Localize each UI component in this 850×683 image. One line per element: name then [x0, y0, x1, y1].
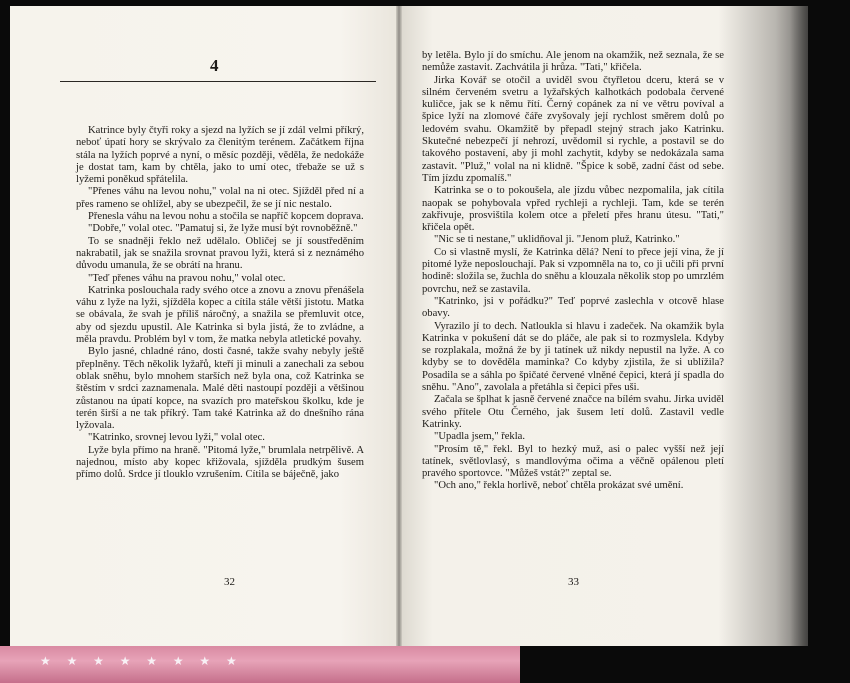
- paragraph: Katrinka poslouchala rady svého otce a znovu a znovu přenášela váhu z lyže na lyži, sjížděla kopec a cítila stále větší jistotu. Matka se obávala, že svah je příliš náročný, a snažila se přemluvit otce, aby od sjezdu upustil. Ale Katrinka si byla jistá, že to zvládne, a měla pravdu. Problém byl v tom, že matka nebyla atletické povahy.: [76, 284, 364, 346]
- paragraph: "Teď přenes váhu na pravou nohu," volal otec.: [88, 272, 286, 284]
- paragraph: Začala se šplhat k jasně červené značce na bílém svahu. Jirka uviděl svého přítele Otu Černého, jak šusem letí dolů. Zastavil vedle Katrinky.: [422, 394, 724, 430]
- right-page-text: [422, 50, 724, 493]
- paragraph: Co si vlastně myslí, že Katrinka dělá? Není to přece její vina, že jí pitomé lyže neposlouchají. Pak si vzpomněla na to, co ji učili při první hodině: složila se, žuchla do sněhu a klouzala několik stop po umrzlém povrchu, než se zastavila.: [422, 246, 724, 295]
- page-number-right: 33: [568, 576, 579, 588]
- paragraph: Katrince byly čtyři roky a sjezd na lyžích se jí zdál velmi příkrý, neboť úpatí hory se skrývalo za členitým terénem. Začátkem října stála na lyžích poprvé a nyní, o měsíc později, věděla, že nedokáže je dostat tam, kam by chtěla, jako to umí otec, třebaže se už s lyžemi poněkud spřátelila.: [76, 125, 364, 186]
- paragraph: Lyže byla přímo na hraně. "Pitomá lyže," brumlala netrpělivě. A najednou, místo aby kopec křižovala, sjížděla prudkým šusem přímo dolů. Srdce jí tlouklo vzrušením. Cítila se báječně, jako: [76, 444, 364, 481]
- paragraph: "Nic se ti nestane," uklidňoval ji. "Jenom pluž, Katrinko.": [434, 234, 680, 246]
- paragraph: "Upadla jsem," řekla.: [434, 431, 526, 443]
- paragraph: To se snadněji řeklo než udělalo. Obličej se jí soustředěním nakrabatil, jak se snažila srovnat pravou lyži, která si z neznámého důvodu umanula, že se obrátí na hranu.: [76, 235, 364, 272]
- paragraph: by letěla. Bylo jí do smíchu. Ale jenom na okamžik, než seznala, že se nemůže zastavit. Zachvátila ji hrůza. "Tati," křičela.: [422, 50, 724, 74]
- paragraph: Jirka Kovář se otočil a uviděl svou čtyřletou dceru, která se v silném červeném svetru a lyžařských kalhotkách podobala červené kuličce, jak se k němu řítí. Černý copánek za ní ve větru povíval a špice lyží na zlomové čáře zvyšovaly její rychlost směrem dolů po ledovém svahu. Okamžitě by přepadl stejný strach jako Katrinku. Skutečné nebezpečí jí nehrozí, uvědomil si rychle, a postavil se do takového postavení, aby ji mohl zachytit, kdyby se nedokázala sama zastavit. "Pluž," volal na ni klidně. "Špice k sobě, zadní část od sebe. Tím jízdu zpomalíš.": [422, 74, 724, 184]
- page-edge-shadow: [790, 0, 850, 683]
- book-gutter: [396, 6, 402, 646]
- cover-stars-decoration: ★ ★ ★ ★ ★ ★ ★ ★: [40, 654, 243, 668]
- book-cover-strip: [0, 646, 520, 683]
- paragraph: Vyrazilo jí to dech. Natloukla si hlavu i zadeček. Na okamžik byla Katrinka v pokušení dát se do pláče, ale pak si to rozmyslela. Kdyby se rozplakala, možná že by ji tatínek už nikdy nepustil na lyže. A co kdyby se to dověděla maminka? Co kdyby zjistila, že si ublížila? Posadila se a sáhla po špičaté červené vlněné čepici, která jí spadla do sněhu. "Ano", zavolala a přetáhla si čepici přes uši.: [422, 320, 724, 394]
- paragraph: Katrinka se o to pokoušela, ale jízdu vůbec nezpomalila, jak cítila naopak se pohybovala vpřed rychleji a rychleji. Tam, kde se terén zakřivuje, prosvištila kolem otce a přeletí přes hranu útesu. "Tati," křičela opět.: [422, 185, 724, 234]
- paragraph: "Katrinko, jsi v pořádku?" Teď poprvé zaslechla v otcově hlase obavy.: [422, 295, 724, 320]
- paragraph: "Katrinko, srovnej levou lyži," volal otec.: [88, 432, 265, 444]
- paragraph: Přenesla váhu na levou nohu a stočila se napříč kopcem doprava.: [88, 211, 364, 223]
- page-number-left: 32: [224, 576, 235, 588]
- paragraph: "Dobře," volal otec. "Pamatuj si, že lyže musí být rovnoběžně.": [88, 223, 358, 235]
- paragraph: Bylo jasné, chladné ráno, dosti časné, takže svahy nebyly ještě přeplněny. Těch několik lyžařů, kteří ji minuli a zanechali za sebou oblak sněhu, bylo mnohem starších než byla ona, což Katrinka se štěstím v srdci zaznamenala. Malé děti nastoupí později a většinou zůstanou na úpatí kopce, na svazích pro mateřskou školku, kde je terén širší a ne tak příkrý. Tam také Katrinka až do dnešního rána lyžovala.: [76, 346, 364, 432]
- left-page-text: [76, 125, 364, 482]
- chapter-number: 4: [210, 56, 219, 75]
- chapter-rule: [60, 81, 376, 82]
- paragraph: "Přenes váhu na levou nohu," volal na ni otec. Sjížděl před ní a přes rameno se ohlížel, aby se ubezpečil, že se jí nic nestalo.: [76, 186, 364, 210]
- paragraph: "Prosím tě," řekl. Byl to hezký muž, asi o palec vyšší než její tatínek, světlovlasý, s mandlovýma očima a věčně opálenou pletí pravého sportovce. "Můžeš vstát?" zeptal se.: [422, 443, 724, 480]
- paragraph: "Och ano," řekla horlivě, neboť chtěla prokázat své umění.: [434, 480, 684, 492]
